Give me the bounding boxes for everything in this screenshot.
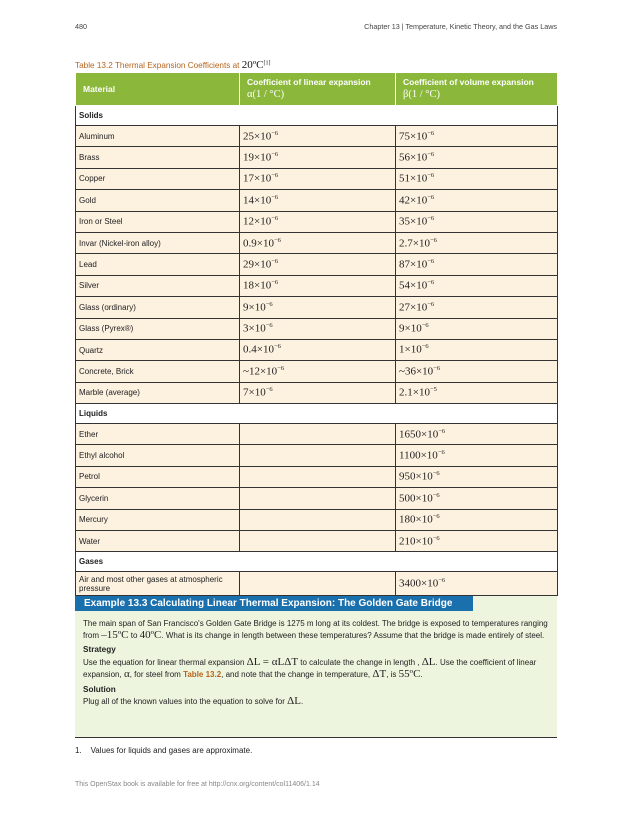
alpha-value: 9×10	[243, 301, 266, 314]
strategy-text: Use the equation for linear thermal expansion ΔL = αLΔT to calculate the change in length , ΔL. Use the coefficient of linear expansion, α, for steel from Table 13.2, and note that the change in temperature, ΔT, is 55ºC.	[83, 656, 537, 680]
beta-exponent: −6	[427, 150, 435, 158]
alpha-cell	[240, 572, 396, 596]
alpha-cell	[240, 275, 396, 296]
beta-exponent: −6	[438, 427, 446, 435]
header-volume-unit: β(1 / °C)	[403, 88, 440, 100]
table-body	[76, 106, 558, 596]
alpha-exponent: −6	[265, 386, 273, 394]
table-row	[76, 254, 558, 275]
alpha-cell	[240, 232, 396, 253]
beta-exponent: −6	[427, 279, 435, 287]
header-linear-label: Coefficient of linear expansion	[247, 77, 371, 88]
alpha-value: 12×10	[243, 215, 272, 228]
beta-cell	[396, 168, 558, 189]
alpha-symbol: α	[123, 667, 130, 680]
material-cell: Concrete, Brick	[76, 361, 240, 382]
example-box	[75, 596, 557, 738]
alpha-value: 7×10	[243, 386, 266, 399]
caption-temperature: 20ºC	[241, 59, 264, 71]
beta-cell	[396, 275, 558, 296]
material-cell: Silver	[76, 275, 240, 296]
table-row	[76, 445, 558, 466]
alpha-cell	[240, 168, 396, 189]
page-footer: This OpenStax book is available for free at http://cnx.org/content/col11406/1.14	[75, 781, 320, 788]
beta-exponent: −6	[432, 534, 440, 542]
table-row	[76, 275, 558, 296]
alpha-exponent: −6	[271, 257, 279, 265]
header-linear	[240, 73, 396, 106]
alpha-cell	[240, 424, 396, 445]
beta-value: 500×10	[399, 492, 433, 505]
table-row	[76, 190, 558, 211]
beta-value: 3400×10	[399, 577, 439, 590]
material-cell: Ethyl alcohol	[76, 445, 240, 466]
table-row	[76, 509, 558, 530]
beta-value: 1650×10	[399, 428, 439, 441]
table-caption	[75, 59, 270, 71]
section-row-liquids	[76, 404, 558, 424]
alpha-value: 14×10	[243, 194, 272, 207]
section-row-gases	[76, 552, 558, 572]
table-row	[76, 466, 558, 487]
alpha-value: 19×10	[243, 151, 272, 164]
table-row	[76, 126, 558, 147]
beta-cell	[396, 382, 558, 403]
table-link[interactable]: Table 13.2	[183, 669, 222, 679]
delta-t-symbol: ΔT	[372, 667, 387, 680]
table-row	[76, 488, 558, 509]
section-label: Gases	[76, 552, 558, 572]
material-cell: Aluminum	[76, 126, 240, 147]
delta-t-value: 55ºC	[398, 667, 421, 680]
beta-cell	[396, 126, 558, 147]
alpha-cell	[240, 126, 396, 147]
beta-cell	[396, 297, 558, 318]
material-cell: Quartz	[76, 339, 240, 360]
beta-value: 42×10	[399, 194, 428, 207]
alpha-cell	[240, 509, 396, 530]
beta-cell	[396, 361, 558, 382]
alpha-cell	[240, 190, 396, 211]
temp-high: 40ºC	[139, 628, 162, 641]
beta-exponent: −6	[427, 215, 435, 223]
footnote	[75, 746, 252, 755]
alpha-exponent: −6	[273, 236, 281, 244]
example-intro: The main span of San Francisco's Golden Gate Bridge is 1275 m long at its coldest. The bridge is exposed to temperatures ranging from –15ºC to 40ºC. What is its change in length between these temperatures? Assume that the bridge is made entirely of steel.	[83, 619, 548, 641]
beta-exponent: −6	[427, 172, 435, 180]
caption-footnote-ref[interactable]: [1]	[263, 60, 271, 67]
alpha-value: 0.9×10	[243, 237, 274, 250]
alpha-value: 29×10	[243, 258, 272, 271]
solution-heading: Solution	[83, 684, 116, 694]
beta-value: 75×10	[399, 130, 428, 143]
alpha-cell	[240, 318, 396, 339]
beta-value: 54×10	[399, 279, 428, 292]
beta-exponent: −6	[432, 513, 440, 521]
table-row	[76, 211, 558, 232]
table-row	[76, 572, 558, 596]
table-row	[76, 424, 558, 445]
beta-cell	[396, 424, 558, 445]
beta-exponent: −6	[432, 470, 440, 478]
table-header-row	[76, 73, 558, 106]
beta-exponent: −6	[429, 236, 437, 244]
beta-value: 27×10	[399, 301, 428, 314]
example-body	[83, 618, 553, 711]
beta-value: 35×10	[399, 215, 428, 228]
alpha-exponent: −6	[273, 343, 281, 351]
beta-exponent: −6	[438, 577, 446, 585]
table-row	[76, 147, 558, 168]
material-cell: Water	[76, 531, 240, 552]
section-label: Liquids	[76, 404, 558, 424]
alpha-cell	[240, 382, 396, 403]
alpha-exponent: −6	[265, 322, 273, 330]
table-row	[76, 339, 558, 360]
caption-text: Table 13.2 Thermal Expansion Coefficients at	[75, 61, 240, 70]
material-cell: Glass (ordinary)	[76, 297, 240, 318]
alpha-cell	[240, 531, 396, 552]
beta-exponent: −6	[421, 343, 429, 351]
alpha-value: 3×10	[243, 322, 266, 335]
alpha-cell	[240, 466, 396, 487]
beta-cell	[396, 339, 558, 360]
alpha-exponent: −6	[271, 215, 279, 223]
table-row	[76, 168, 558, 189]
material-cell: Marble (average)	[76, 382, 240, 403]
alpha-exponent: −6	[271, 150, 279, 158]
beta-value: ~36×10	[399, 365, 434, 378]
table-row	[76, 318, 558, 339]
beta-value: 210×10	[399, 535, 433, 548]
alpha-cell	[240, 211, 396, 232]
beta-exponent: −6	[427, 300, 435, 308]
beta-value: 950×10	[399, 471, 433, 484]
beta-value: 2.7×10	[399, 237, 430, 250]
alpha-exponent: −6	[271, 279, 279, 287]
material-cell: Glass (Pyrex®)	[76, 318, 240, 339]
beta-exponent: −6	[427, 193, 435, 201]
alpha-value: 18×10	[243, 279, 272, 292]
beta-cell	[396, 232, 558, 253]
beta-value: 9×10	[399, 322, 422, 335]
beta-cell	[396, 190, 558, 211]
alpha-cell	[240, 488, 396, 509]
solution-variable: ΔL	[287, 695, 301, 708]
chapter-title: Chapter 13 | Temperature, Kinetic Theory, and the Gas Laws	[364, 22, 557, 31]
beta-value: 87×10	[399, 258, 428, 271]
table-row	[76, 361, 558, 382]
beta-value: 1×10	[399, 344, 422, 357]
beta-cell	[396, 466, 558, 487]
material-cell: Iron or Steel	[76, 211, 240, 232]
alpha-value: ~12×10	[243, 365, 278, 378]
footnote-number: 1.	[75, 746, 82, 755]
material-cell: Ether	[76, 424, 240, 445]
example-title: Example 13.3 Calculating Linear Thermal Expansion: The Golden Gate Bridge	[75, 596, 473, 611]
material-cell: Brass	[76, 147, 240, 168]
footnote-text: Values for liquids and gases are approximate.	[90, 746, 253, 755]
table-row	[76, 232, 558, 253]
header-volume-label: Coefficient of volume expansion	[403, 77, 534, 88]
expansion-equation: ΔL = αLΔT	[246, 656, 299, 669]
beta-exponent: −6	[427, 129, 435, 137]
beta-cell	[396, 147, 558, 168]
beta-exponent: −6	[437, 449, 445, 457]
beta-cell	[396, 254, 558, 275]
beta-cell	[396, 318, 558, 339]
material-cell: Lead	[76, 254, 240, 275]
alpha-value: 0.4×10	[243, 344, 274, 357]
page-header	[75, 22, 557, 34]
alpha-cell	[240, 445, 396, 466]
table-row	[76, 297, 558, 318]
alpha-exponent: −6	[271, 129, 279, 137]
beta-value: 2.1×10	[399, 386, 430, 399]
beta-value: 56×10	[399, 151, 428, 164]
beta-cell	[396, 211, 558, 232]
header-linear-unit: α(1 / °C)	[247, 88, 285, 100]
beta-cell	[396, 572, 558, 596]
alpha-value: 17×10	[243, 172, 272, 185]
beta-exponent: −6	[433, 364, 441, 372]
thermal-expansion-table	[75, 72, 558, 596]
alpha-cell	[240, 361, 396, 382]
table-row	[76, 531, 558, 552]
material-cell: Gold	[76, 190, 240, 211]
beta-exponent: −5	[429, 386, 437, 394]
material-cell: Copper	[76, 168, 240, 189]
material-cell: Glycerin	[76, 488, 240, 509]
beta-value: 1100×10	[399, 449, 438, 462]
alpha-exponent: −6	[277, 364, 285, 372]
beta-exponent: −6	[421, 322, 429, 330]
alpha-exponent: −6	[265, 300, 273, 308]
alpha-cell	[240, 147, 396, 168]
beta-exponent: −6	[427, 257, 435, 265]
alpha-cell	[240, 297, 396, 318]
page-number: 480	[75, 22, 87, 31]
header-material: Material	[76, 73, 240, 106]
beta-cell	[396, 488, 558, 509]
material-cell: Invar (Nickel-iron alloy)	[76, 232, 240, 253]
delta-l-symbol: ΔL	[421, 656, 436, 669]
beta-cell	[396, 531, 558, 552]
beta-value: 51×10	[399, 172, 428, 185]
material-cell: Air and most other gases at atmospheric pressure	[76, 572, 240, 596]
alpha-value: 25×10	[243, 130, 272, 143]
beta-cell	[396, 445, 558, 466]
header-volume	[396, 73, 558, 106]
material-cell: Mercury	[76, 509, 240, 530]
temp-low: –15ºC	[101, 628, 129, 641]
section-label: Solids	[76, 106, 558, 126]
alpha-exponent: −6	[271, 172, 279, 180]
beta-exponent: −6	[432, 491, 440, 499]
strategy-heading: Strategy	[83, 645, 116, 655]
section-row-solids	[76, 106, 558, 126]
alpha-cell	[240, 339, 396, 360]
beta-cell	[396, 509, 558, 530]
material-cell: Petrol	[76, 466, 240, 487]
beta-value: 180×10	[399, 513, 433, 526]
solution-text: Plug all of the known values into the equation to solve for ΔL.	[83, 695, 304, 708]
alpha-exponent: −6	[271, 193, 279, 201]
alpha-cell	[240, 254, 396, 275]
table-row	[76, 382, 558, 403]
